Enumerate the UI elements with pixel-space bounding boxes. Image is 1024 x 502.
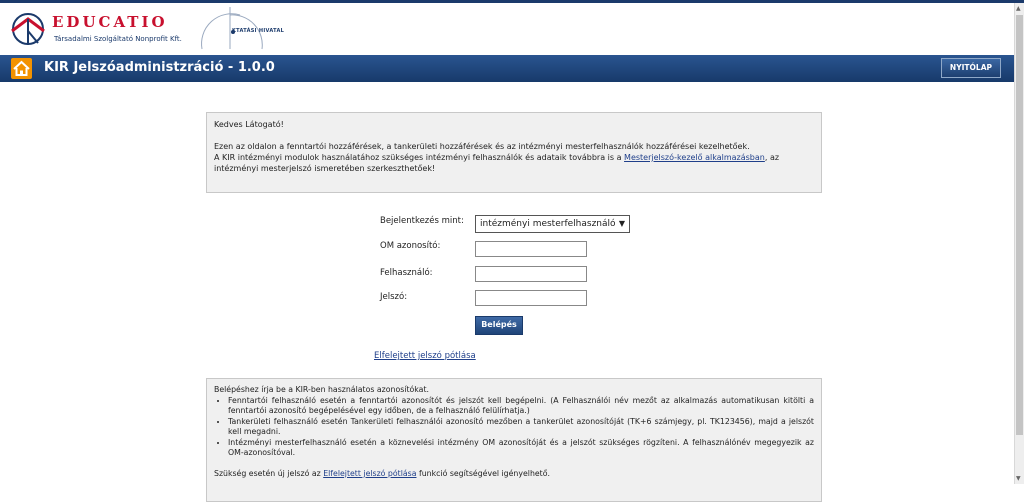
user-input[interactable] <box>475 266 587 282</box>
list-item: • Intézményi mesterfelhasználó esetén a köznevelési intézmény OM azonosítóját és a jelszót szükséges rögzíteni. A felhasználónév megegyezik az OM-azonosítóval. <box>228 438 814 459</box>
partner-name: KTATÁSI HIVATAL <box>232 28 285 34</box>
spacer <box>214 459 814 469</box>
welcome-box <box>206 112 822 193</box>
password-input[interactable] <box>475 290 587 306</box>
welcome-line-2-start: A KIR intézményi modulok használatához szükséges intézményi felhasználók és adataik továbbra is a <box>214 153 625 162</box>
info-footer-start: Szükség esetén új jelszó az <box>214 468 324 478</box>
info-list <box>214 396 814 459</box>
welcome-line-2-end: , az intézményi mesterjelszó ismeretében szerkeszthetőek! <box>214 153 780 173</box>
login-form <box>380 213 680 338</box>
mesterjelszo-link[interactable]: Mesterjelszó-kezelő alkalmazásban <box>624 153 765 162</box>
vertical-scrollbar[interactable] <box>1014 3 1024 484</box>
welcome-line-2 <box>214 152 814 174</box>
educatio-logo <box>8 9 198 49</box>
om-input[interactable] <box>475 241 587 257</box>
user-label: Felhasználó: <box>380 268 433 278</box>
brand-subtitle: Társadalmi Szolgáltató Nonprofit Kft. <box>54 35 182 43</box>
scroll-down-icon[interactable]: ▼ <box>1016 475 1021 482</box>
info-forgot-link[interactable]: Elfelejtett jelszó pótlása <box>323 468 417 478</box>
home-icon <box>11 58 32 79</box>
title-bar <box>0 55 1014 82</box>
header <box>0 3 1014 55</box>
login-button[interactable]: Belépés <box>475 316 523 335</box>
welcome-line-1: Ezen az oldalon a fenntartói hozzáférések, a tankerületi hozzáférések és az intézményi mesterfelhasználók hozzáférései kezelhetőek. <box>214 142 750 151</box>
scroll-thumb[interactable] <box>1016 15 1023 435</box>
login-as-value: intézményi mesterfelhasználó <box>480 219 616 229</box>
forgot-password-link[interactable]: Elfelejtett jelszó pótlása <box>374 351 476 361</box>
password-label: Jelszó: <box>380 292 408 302</box>
info-footer <box>214 469 814 480</box>
oktatasi-hivatal-logo <box>200 5 300 51</box>
brand-name: EDUCATIO <box>52 13 168 31</box>
welcome-greeting: Kedves Látogató! <box>214 120 284 129</box>
login-as-select[interactable] <box>475 215 630 233</box>
info-footer-end: funkció segítségével igényelhető. <box>416 468 550 478</box>
educatio-mark-icon <box>8 9 48 49</box>
home-button[interactable] <box>11 58 32 79</box>
list-item: • Tankerületi felhasználó esetén Tankerületi felhasználói azonosító mezőben a tankerület azonosítóját (TK+6 számjegy, pl. TK123456), majd a jelszót kell megadni. <box>228 417 814 438</box>
om-label: OM azonosító: <box>380 241 441 251</box>
login-as-label: Bejelentkezés mint: <box>380 216 464 226</box>
info-intro: Belépéshez írja be a KIR-ben használatos azonosítókat. <box>214 385 430 394</box>
app-title: KIR Jelszóadministzráció - 1.0.0 <box>44 60 275 75</box>
spacer <box>214 130 814 141</box>
info-box <box>206 378 822 502</box>
list-item: • Fenntartói felhasználó esetén a fenntartói azonosítót és jelszót kell begépelni. (A Felhasználói név mezőt az alkalmazás automatikusan kitölti a fenntartói azonosító begépelésével egy időben, de a felhasználó felülírhatja.) <box>228 396 814 417</box>
nyitolap-button[interactable]: NYITÓLAP <box>941 58 1001 78</box>
dropdown-arrow-icon: ▼ <box>618 219 625 228</box>
scroll-up-icon[interactable]: ▲ <box>1016 5 1021 12</box>
